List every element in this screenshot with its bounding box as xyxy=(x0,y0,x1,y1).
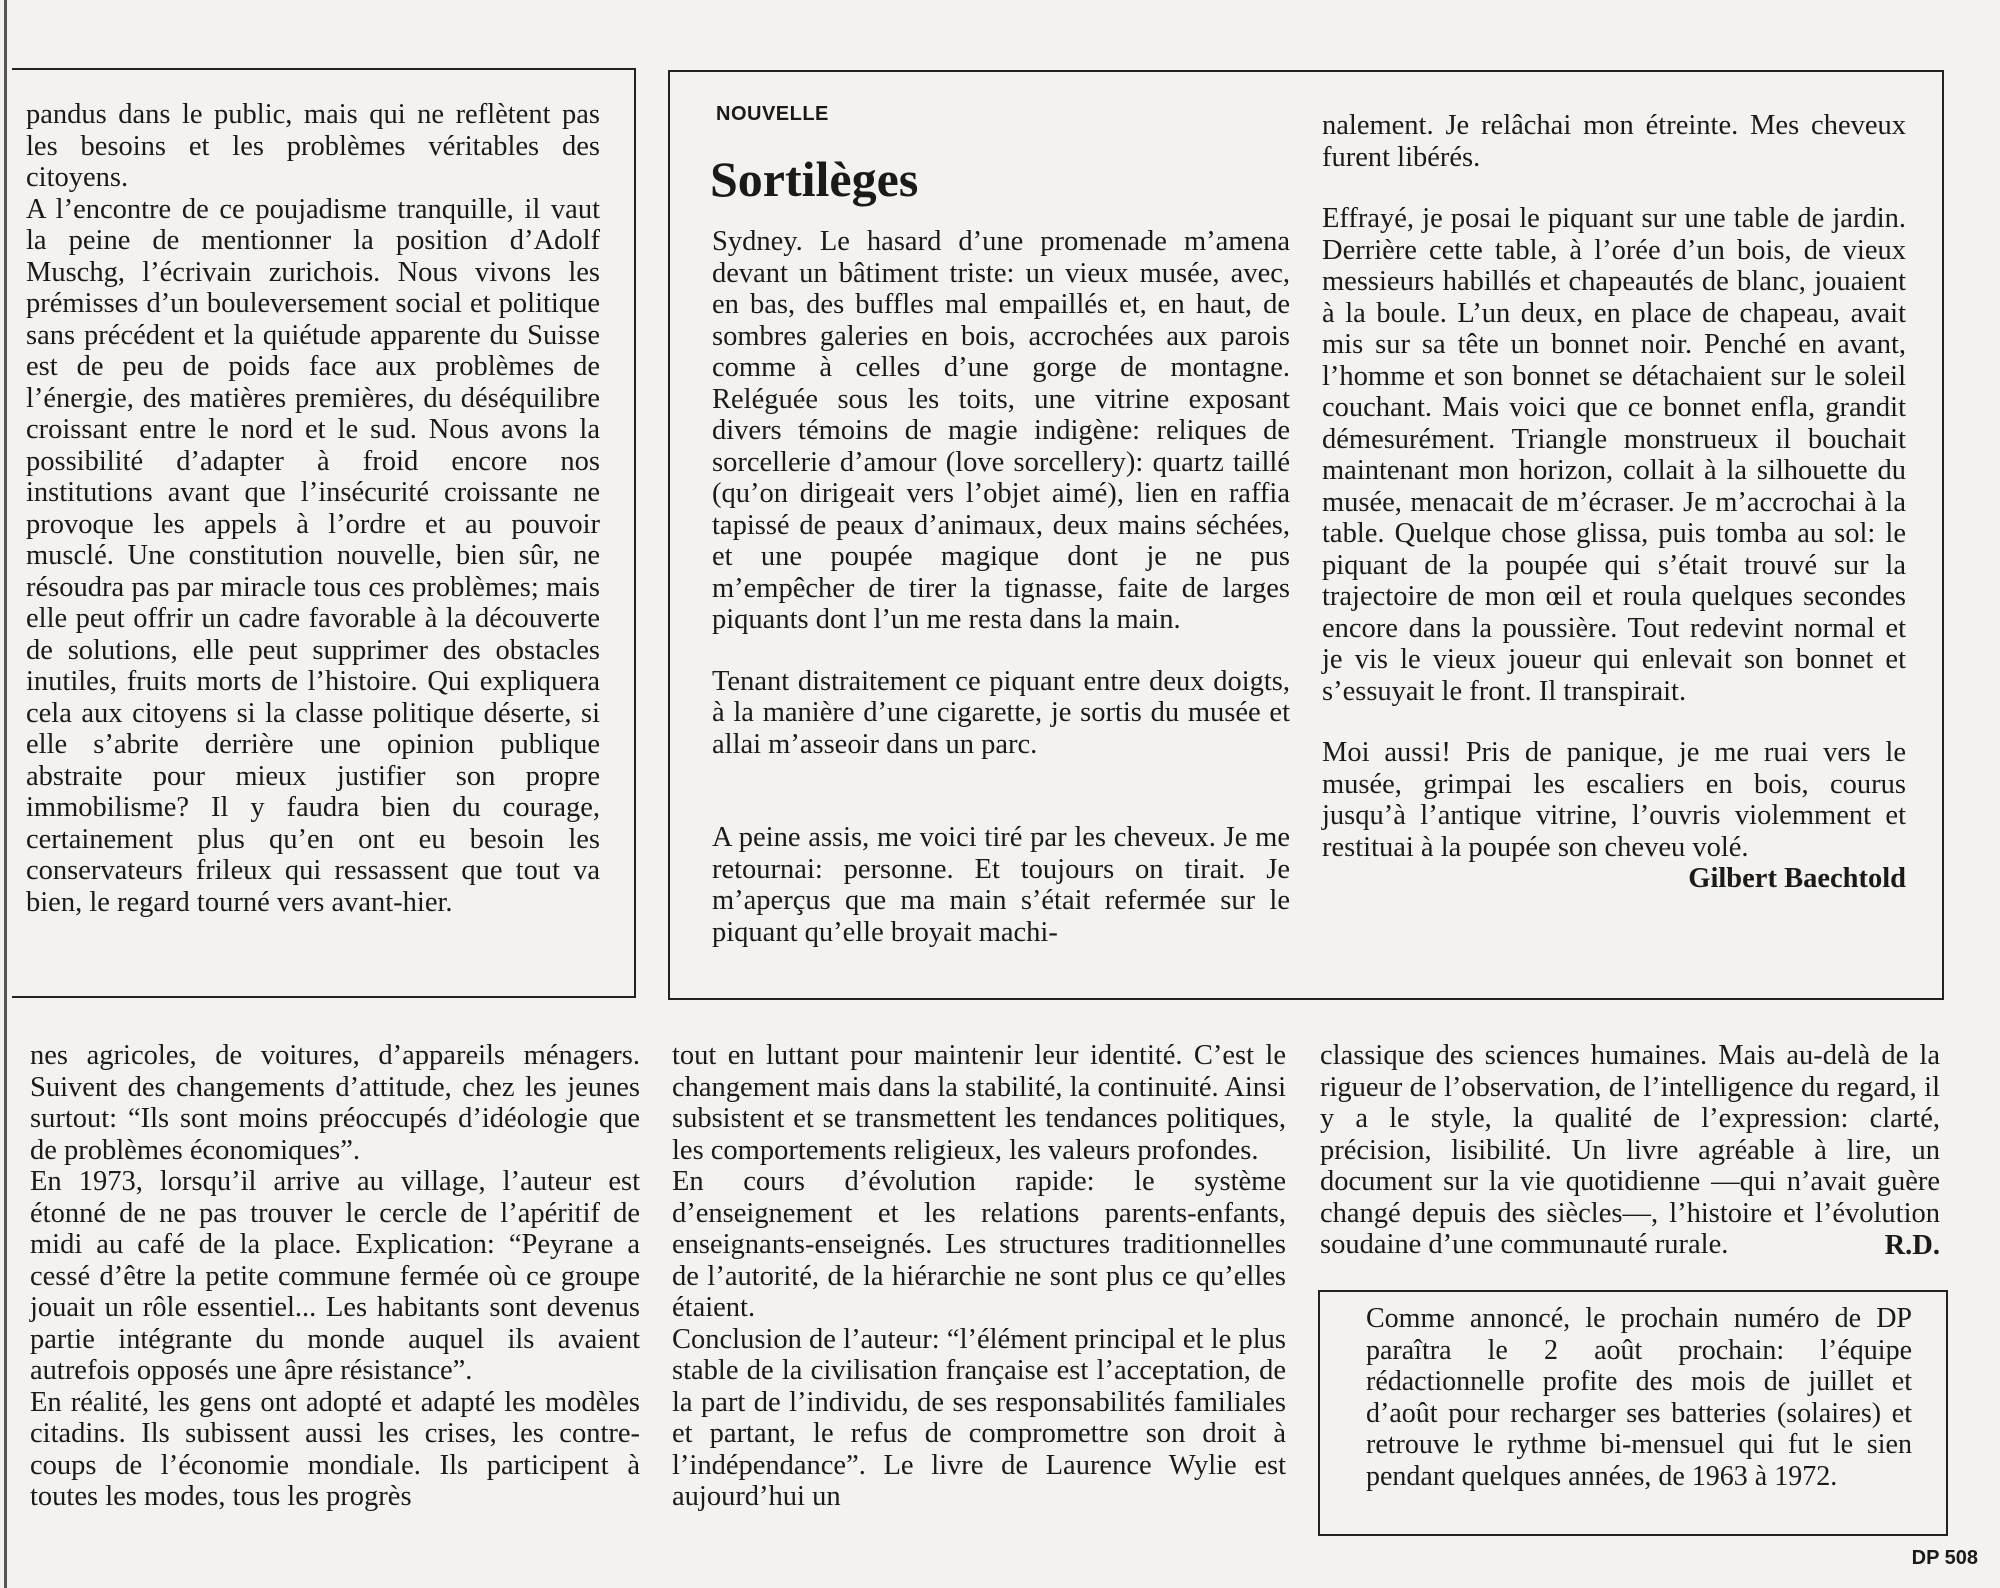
page-number: DP 508 xyxy=(1911,1547,1978,1569)
review-signature: R.D. xyxy=(1884,1229,1940,1261)
paragraph: A l’encontre de ce poujadisme tranquille, il vaut la peine de mentionner la position d’Adolf Muschg, l’écrivain zurichois. Nous vivons les prémisses d’un bouleversement social et politique sans précédent et la quiétude apparente du Suisse est de peu de poids face aux problèmes de l’énergie, des matières premières, du déséquilibre croissant entre le nord et le sud. Nous avons la possibilité d’adapter à froid encore nos institutions avant que l’insécurité croissante ne provoque les appels à l’ordre et au pouvoir musclé. Une constitution nouvelle, bien sûr, ne résoudra pas par miracle tous ces problèmes; mais elle peut offrir un cadre favorable à la découverte de solutions, elle peut supprimer des obstacles inutiles, fruits morts de l’histoire. Qui expliquera cela aux citoyens si la classe politique déserte, si elle s’abrite derrière une opinion publique abstraite pour mieux justifier son propre immobilisme? Il y faudra bien du courage, certainement plus qu’en ont eu besoin les conservateurs frileux qui ressassent que tout va bien, le regard tourné vers avant-hier. xyxy=(26,193,600,918)
bottom-column-2 xyxy=(672,1040,1286,1513)
author-signature: Gilbert Baechtold xyxy=(1688,863,1906,894)
paragraph: tout en luttant pour maintenir leur identité. C’est le changement mais dans la stabilité, la continuité. Ainsi subsistent et se transmettent les tendances politiques, les comportements religieux, les valeurs profondes. xyxy=(672,1040,1286,1166)
paragraph: Sydney. Le hasard d’une promenade m’amena devant un bâtiment triste: un vieux musée, avec, en bas, des buffles mal empaillés et, en haut, de sombres galeries en bois, accrochées aux parois comme à celles d’une gorge de montagne. Reléguée sous les toits, une vitrine exposant divers témoins de magie indigène: reliques de sorcellerie d’amour (love sorcellery): quartz taillé (qu’on dirigeait vers l’objet aimé), lien en raffia tapissé de peaux d’animaux, deux mains séchées, et une poupée magique dont je ne pus m’empêcher de tirer la tignasse, faite de larges piquants dont l’un me resta dans la main. xyxy=(712,226,1290,635)
nouvelle-column-1 xyxy=(712,226,1290,948)
paragraph: En cours d’évolution rapide: le système d’enseignement et les relations parents-enfants, enseignants-enseignés. Les structures traditionnelles de l’autorité, de la hiérarchie ne sont plus ce qu’elles étaient. xyxy=(672,1166,1286,1323)
announcement-paragraph: Comme annoncé, le prochain numéro de DP paraîtra le 2 août prochain: l’équipe rédactionnelle profite des mois de juillet et d’août pour recharger ses batteries (solaires) et retrouve le rythme bi-mensuel qui fut le sien pendant quelques années, de 1963 à 1972. xyxy=(1366,1303,1912,1492)
paragraph: Effrayé, je posai le piquant sur une table de jardin. Derrière cette table, à l’orée d’un bois, de vieux messieurs habillés et chapeautés de blanc, jouaient à la boule. L’un deux, en place de chapeau, avait mis sur sa tête un bonnet noir. Penché en avant, l’homme et son bonnet se détachaient sur le soleil couchant. Mais voici que ce bonnet enfla, grandit démesurément. Triangle monstrueux il bouchait maintenant mon horizon, collait à la silhouette du musée, menacait de m’écraser. Je m’accrochai à la table. Quelque chose glissa, puis tomba au sol: le piquant de la poupée qui s’était trouvé sur la trajectoire de mon œil et roula quelques secondes encore dans la poussière. Tout redevint normal et je vis le vieux joueur qui enlevait son bonnet et s’essuyait le front. Il transpirait. xyxy=(1322,203,1906,707)
bottom-column-1 xyxy=(30,1040,640,1513)
top-left-column xyxy=(26,99,600,918)
paragraph: A peine assis, me voici tiré par les cheveux. Je me retournai: personne. Et toujours on tirait. Je m’aperçus que ma main s’était refermée sur le piquant qu’elle broyait machi- xyxy=(712,822,1290,948)
paragraph: nes agricoles, de voitures, d’appareils ménagers. Suivent des changements d’attitude, chez les jeunes surtout: “Ils sont moins préoccupés d’idéologie que de problèmes économiques”. xyxy=(30,1040,640,1166)
paragraph: classique des sciences humaines. Mais au-delà de la rigueur de l’observation, de l’intelligence du regard, il y a le style, la qualité de l’expression: clarté, précision, lisibilité. Un livre agréable à lire, un document sur la vie quotidienne —qui n’avait guère changé depuis des siècles—, l’histoire et l’évolution soudaine d’une communauté rurale. xyxy=(1320,1040,1940,1260)
section-label: NOUVELLE xyxy=(716,103,829,125)
paragraph: En réalité, les gens ont adopté et adapté les modèles citadins. Ils subissent aussi les crises, les contre-coups de l’économie mondiale. Ils participent à toutes les modes, tous les progrès xyxy=(30,1386,640,1512)
paragraph: nalement. Je relâchai mon étreinte. Mes cheveux furent libérés. xyxy=(1322,110,1906,173)
paragraph: Tenant distraitement ce piquant entre deux doigts, à la manière d’une cigarette, je sortis du musée et allai m’asseoir dans un parc. xyxy=(712,665,1290,760)
nouvelle-column-2 xyxy=(1322,110,1906,895)
bottom-column-3 xyxy=(1320,1040,1940,1261)
paragraph: pandus dans le public, mais qui ne reflètent pas les besoins et les problèmes véritables des citoyens. xyxy=(26,99,600,193)
paragraph: Conclusion de l’auteur: “l’élément principal et le plus stable de la civilisation française est l’acceptation, de la part de l’individu, de ses responsabilités familiales et partant, le refus de compromettre son droit à l’indépendance”. Le livre de Laurence Wylie est aujourd’hui un xyxy=(672,1323,1286,1512)
page-edge-line xyxy=(4,0,7,1588)
paragraph: Moi aussi! Pris de panique, je me ruai vers le musée, grimpai les escaliers en bois, courus jusqu’à l’antique vitrine, l’ouvris violemment et restituai à la poupée son cheveu volé. xyxy=(1322,737,1906,863)
story-title: Sortilèges xyxy=(710,151,919,207)
announcement-text xyxy=(1366,1303,1912,1492)
paragraph: En 1973, lorsqu’il arrive au village, l’auteur est étonné de ne pas trouver le cercle de l’apéritif de midi au café de la place. Explication: “Peyrane a cessé d’être la petite commune fermée où ce groupe jouait un rôle essentiel... Les habitants sont devenus partie intégrante du monde auquel ils avaient autrefois opposés une âpre résistance”. xyxy=(30,1166,640,1386)
